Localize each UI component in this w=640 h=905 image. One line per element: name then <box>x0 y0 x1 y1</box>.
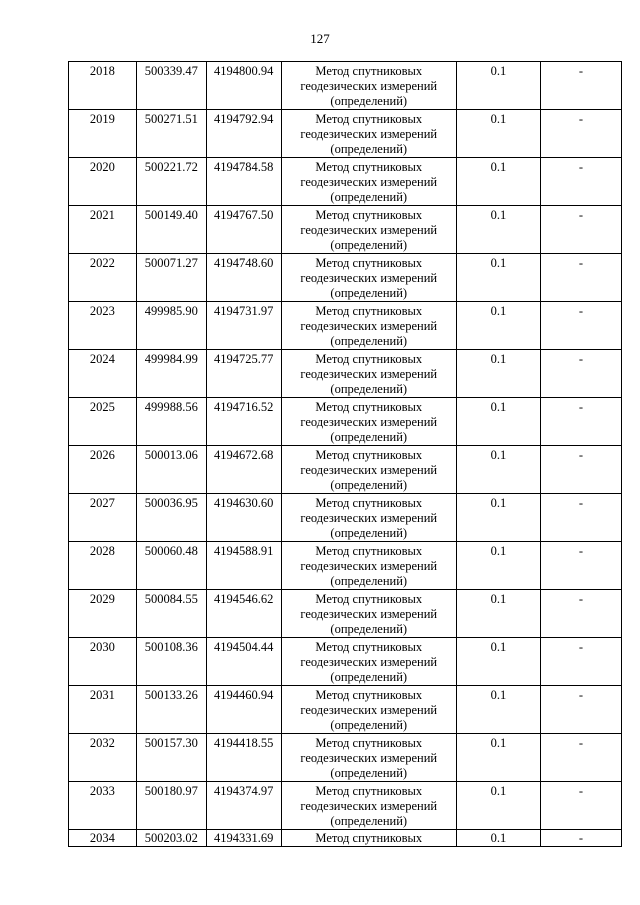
y-coordinate-cell: 4194784.58 <box>206 158 281 206</box>
point-number-cell: 2024 <box>69 350 137 398</box>
table-row <box>69 686 622 734</box>
note-cell: - <box>540 62 621 110</box>
table-row <box>69 446 622 494</box>
method-cell: Метод спутниковых геодезических измерений (определений) <box>281 734 456 782</box>
point-number-cell: 2028 <box>69 542 137 590</box>
accuracy-cell: 0.1 <box>456 62 540 110</box>
x-coordinate-cell: 500271.51 <box>136 110 206 158</box>
note-cell: - <box>540 350 621 398</box>
x-coordinate-cell: 499984.99 <box>136 350 206 398</box>
note-cell: - <box>540 110 621 158</box>
method-cell: Метод спутниковых геодезических измерений (определений) <box>281 494 456 542</box>
note-cell: - <box>540 254 621 302</box>
table-row <box>69 110 622 158</box>
note-cell: - <box>540 494 621 542</box>
x-coordinate-cell: 500036.95 <box>136 494 206 542</box>
accuracy-cell: 0.1 <box>456 254 540 302</box>
x-coordinate-cell: 500071.27 <box>136 254 206 302</box>
note-cell: - <box>540 302 621 350</box>
point-number-cell: 2022 <box>69 254 137 302</box>
y-coordinate-cell: 4194588.91 <box>206 542 281 590</box>
point-number-cell: 2029 <box>69 590 137 638</box>
table-row <box>69 398 622 446</box>
y-coordinate-cell: 4194504.44 <box>206 638 281 686</box>
method-cell: Метод спутниковых геодезических измерений (определений) <box>281 542 456 590</box>
point-number-cell: 2019 <box>69 110 137 158</box>
y-coordinate-cell: 4194716.52 <box>206 398 281 446</box>
accuracy-cell: 0.1 <box>456 398 540 446</box>
accuracy-cell: 0.1 <box>456 206 540 254</box>
point-number-cell: 2021 <box>69 206 137 254</box>
x-coordinate-cell: 500084.55 <box>136 590 206 638</box>
table-row <box>69 350 622 398</box>
x-coordinate-cell: 500108.36 <box>136 638 206 686</box>
y-coordinate-cell: 4194748.60 <box>206 254 281 302</box>
method-cell: Метод спутниковых геодезических измерений (определений) <box>281 206 456 254</box>
accuracy-cell: 0.1 <box>456 686 540 734</box>
method-cell: Метод спутниковых геодезических измерений (определений) <box>281 446 456 494</box>
y-coordinate-cell: 4194374.97 <box>206 782 281 830</box>
method-cell: Метод спутниковых геодезических измерений (определений) <box>281 590 456 638</box>
method-cell: Метод спутниковых геодезических измерений (определений) <box>281 158 456 206</box>
note-cell: - <box>540 830 621 847</box>
table-row <box>69 302 622 350</box>
point-number-cell: 2026 <box>69 446 137 494</box>
note-cell: - <box>540 686 621 734</box>
y-coordinate-cell: 4194546.62 <box>206 590 281 638</box>
note-cell: - <box>540 590 621 638</box>
note-cell: - <box>540 398 621 446</box>
x-coordinate-cell: 500221.72 <box>136 158 206 206</box>
table-row <box>69 734 622 782</box>
point-number-cell: 2027 <box>69 494 137 542</box>
method-cell: Метод спутниковых <box>281 830 456 847</box>
table-row <box>69 158 622 206</box>
note-cell: - <box>540 158 621 206</box>
method-cell: Метод спутниковых геодезических измерений (определений) <box>281 254 456 302</box>
method-cell: Метод спутниковых геодезических измерений (определений) <box>281 302 456 350</box>
table-row <box>69 542 622 590</box>
table-row <box>69 254 622 302</box>
accuracy-cell: 0.1 <box>456 542 540 590</box>
coordinates-table-body <box>69 62 622 847</box>
note-cell: - <box>540 446 621 494</box>
table-row <box>69 590 622 638</box>
y-coordinate-cell: 4194800.94 <box>206 62 281 110</box>
page-number: 127 <box>310 31 330 46</box>
x-coordinate-cell: 500060.48 <box>136 542 206 590</box>
note-cell: - <box>540 638 621 686</box>
y-coordinate-cell: 4194672.68 <box>206 446 281 494</box>
table-row <box>69 830 622 847</box>
y-coordinate-cell: 4194731.97 <box>206 302 281 350</box>
table-row <box>69 782 622 830</box>
y-coordinate-cell: 4194630.60 <box>206 494 281 542</box>
y-coordinate-cell: 4194767.50 <box>206 206 281 254</box>
x-coordinate-cell: 500013.06 <box>136 446 206 494</box>
note-cell: - <box>540 734 621 782</box>
accuracy-cell: 0.1 <box>456 734 540 782</box>
table-row <box>69 62 622 110</box>
note-cell: - <box>540 782 621 830</box>
x-coordinate-cell: 499988.56 <box>136 398 206 446</box>
x-coordinate-cell: 500149.40 <box>136 206 206 254</box>
method-cell: Метод спутниковых геодезических измерений (определений) <box>281 110 456 158</box>
point-number-cell: 2025 <box>69 398 137 446</box>
x-coordinate-cell: 500339.47 <box>136 62 206 110</box>
point-number-cell: 2033 <box>69 782 137 830</box>
point-number-cell: 2020 <box>69 158 137 206</box>
point-number-cell: 2034 <box>69 830 137 847</box>
x-coordinate-cell: 500203.02 <box>136 830 206 847</box>
accuracy-cell: 0.1 <box>456 302 540 350</box>
y-coordinate-cell: 4194725.77 <box>206 350 281 398</box>
table-row <box>69 494 622 542</box>
accuracy-cell: 0.1 <box>456 782 540 830</box>
method-cell: Метод спутниковых геодезических измерений (определений) <box>281 782 456 830</box>
accuracy-cell: 0.1 <box>456 350 540 398</box>
x-coordinate-cell: 500133.26 <box>136 686 206 734</box>
x-coordinate-cell: 499985.90 <box>136 302 206 350</box>
method-cell: Метод спутниковых геодезических измерений (определений) <box>281 686 456 734</box>
accuracy-cell: 0.1 <box>456 158 540 206</box>
point-number-cell: 2032 <box>69 734 137 782</box>
point-number-cell: 2023 <box>69 302 137 350</box>
note-cell: - <box>540 542 621 590</box>
point-number-cell: 2030 <box>69 638 137 686</box>
note-cell: - <box>540 206 621 254</box>
accuracy-cell: 0.1 <box>456 638 540 686</box>
method-cell: Метод спутниковых геодезических измерений (определений) <box>281 638 456 686</box>
x-coordinate-cell: 500180.97 <box>136 782 206 830</box>
accuracy-cell: 0.1 <box>456 590 540 638</box>
point-number-cell: 2018 <box>69 62 137 110</box>
accuracy-cell: 0.1 <box>456 446 540 494</box>
method-cell: Метод спутниковых геодезических измерений (определений) <box>281 350 456 398</box>
x-coordinate-cell: 500157.30 <box>136 734 206 782</box>
accuracy-cell: 0.1 <box>456 494 540 542</box>
method-cell: Метод спутниковых геодезических измерений (определений) <box>281 62 456 110</box>
point-number-cell: 2031 <box>69 686 137 734</box>
table-row <box>69 206 622 254</box>
accuracy-cell: 0.1 <box>456 830 540 847</box>
y-coordinate-cell: 4194331.69 <box>206 830 281 847</box>
table-row <box>69 638 622 686</box>
y-coordinate-cell: 4194792.94 <box>206 110 281 158</box>
coordinates-table <box>68 61 622 847</box>
accuracy-cell: 0.1 <box>456 110 540 158</box>
y-coordinate-cell: 4194460.94 <box>206 686 281 734</box>
y-coordinate-cell: 4194418.55 <box>206 734 281 782</box>
method-cell: Метод спутниковых геодезических измерений (определений) <box>281 398 456 446</box>
